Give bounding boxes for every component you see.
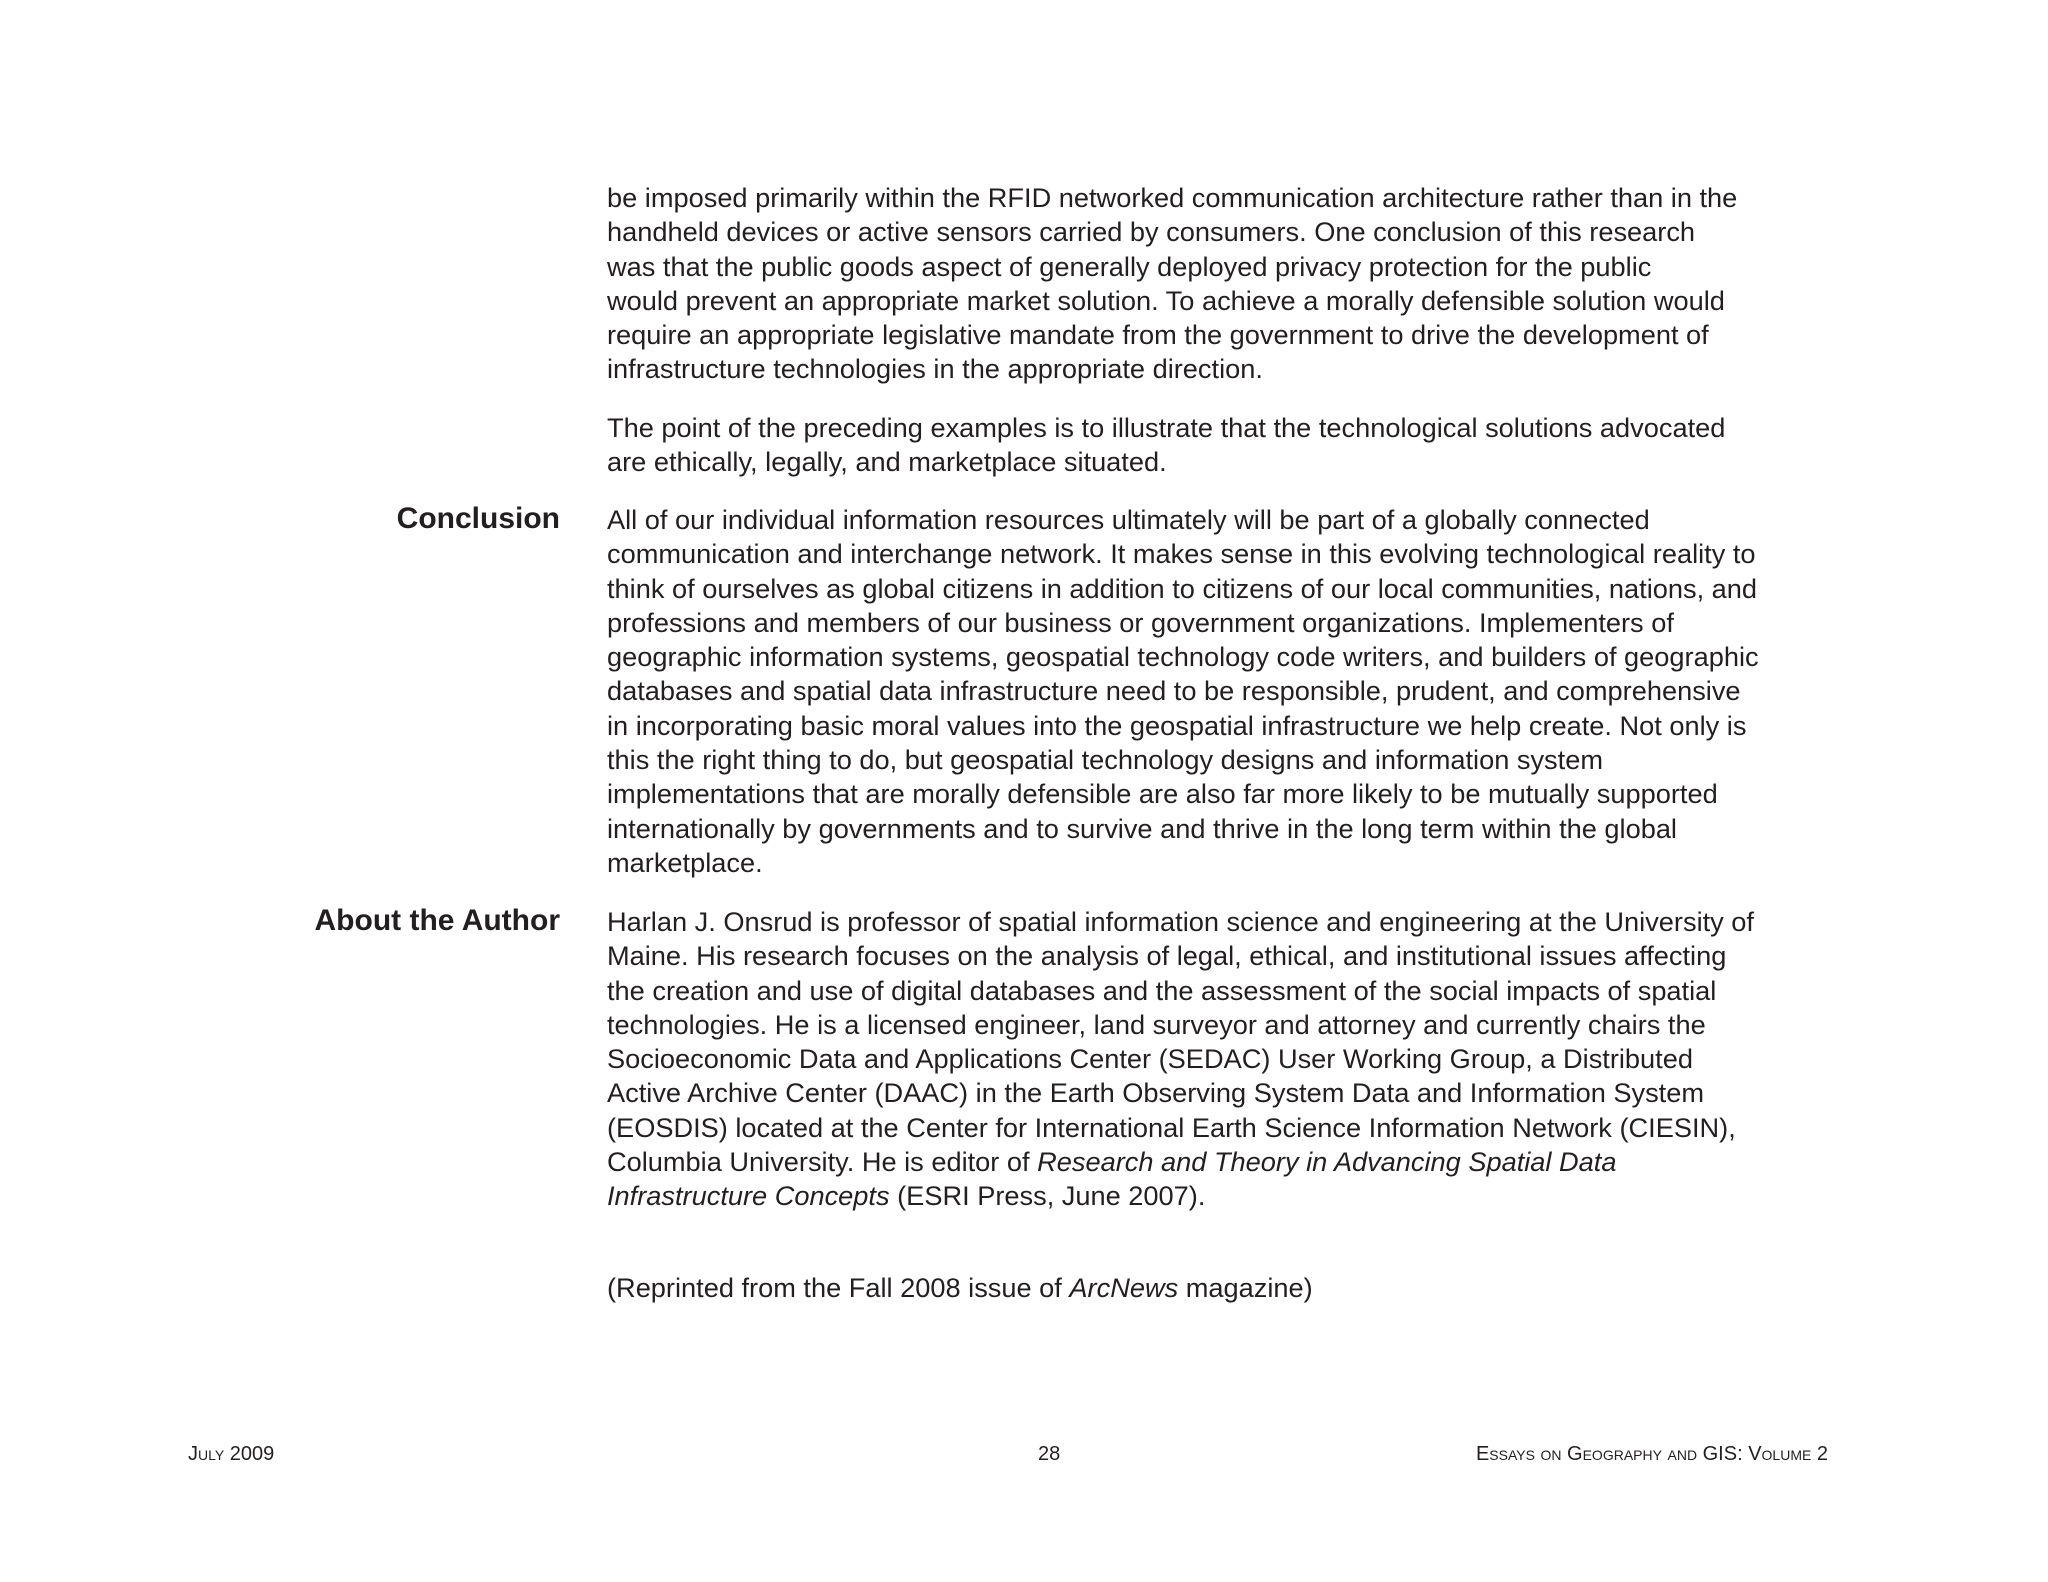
- text-run: (Reprinted from the Fall 2008 issue of: [607, 1272, 1070, 1303]
- author-paragraph: [607, 905, 1827, 1214]
- text-line: would prevent an appropriate market solution. To achieve a morally defensible solution would: [607, 284, 1725, 316]
- book-title-part-2: Infrastructure Concepts: [607, 1180, 890, 1212]
- text-line: Socioeconomic Data and Applications Center (SEDAC) User Working Group, a Distributed: [607, 1043, 1693, 1075]
- text-line: handheld devices or active sensors carried by consumers. One conclusion of this research: [607, 216, 1696, 248]
- text-line: technologies. He is a licensed engineer, land surveyor and attorney and currently chairs the: [607, 1008, 1706, 1040]
- footer-page-number: 28: [1038, 1443, 1061, 1465]
- footer-series-title: Essays on Geography and GIS: Volume 2: [1475, 1443, 1828, 1465]
- text-line: think of ourselves as global citizens in addition to citizens of our local communities, nations, and: [607, 572, 1758, 604]
- intro-paragraph-2: [607, 411, 1827, 480]
- text-line: this the right thing to do, but geospatial technology designs and information system: [607, 744, 1603, 776]
- book-title-part-1: Research and Theory in Advancing Spatial Data: [1037, 1146, 1617, 1178]
- text-line: [607, 1271, 1827, 1305]
- text-line: was that the public goods aspect of generally deployed privacy protection for the public: [607, 250, 1652, 282]
- text-line: implementations that are morally defensible are also far more likely to be mutually supported: [607, 778, 1718, 810]
- text-line: Maine. His research focuses on the analysis of legal, ethical, and institutional issues affecting: [607, 940, 1727, 972]
- text-line: in incorporating basic moral values into the geospatial infrastructure we help create. Not only is: [607, 709, 1747, 741]
- text-line: Harlan J. Onsrud is professor of spatial information science and engineering at the University of: [607, 906, 1754, 937]
- text-line: (EOSDIS) located at the Center for International Earth Science Information Network (CIESIN),: [607, 1111, 1736, 1143]
- text-line: are ethically, legally, and marketplace situated.: [607, 446, 1167, 478]
- about-author-heading: About the Author: [314, 904, 560, 937]
- text-line: require an appropriate legislative mandate from the government to drive the development of: [607, 319, 1709, 351]
- text-line: be imposed primarily within the RFID networked communication architecture rather than in the: [607, 182, 1738, 213]
- text-line: infrastructure technologies in the appropriate direction.: [607, 353, 1263, 385]
- magazine-title: ArcNews: [1069, 1272, 1179, 1303]
- text-run: Columbia University. He is editor of: [607, 1146, 1038, 1178]
- text-line: [607, 1145, 1827, 1179]
- text-line: internationally by governments and to survive and thrive in the long term within the global: [607, 812, 1677, 844]
- intro-paragraph-1: [607, 181, 1827, 387]
- text-line: The point of the preceding examples is to illustrate that the technological solutions advocated: [607, 412, 1726, 443]
- text-line: [607, 1179, 1827, 1213]
- reprint-note: [607, 1271, 1827, 1305]
- text-run: magazine): [1178, 1272, 1313, 1303]
- text-line: communication and interchange network. It makes sense in this evolving technological reality to: [607, 538, 1756, 570]
- text-line: databases and spatial data infrastructure need to be responsible, prudent, and comprehensive: [607, 675, 1741, 707]
- text-line: professions and members of our business or government organizations. Implementers of: [607, 606, 1674, 638]
- text-line: the creation and use of digital databases and the assessment of the social impacts of spatial: [607, 974, 1717, 1006]
- text-line: All of our individual information resources ultimately will be part of a globally connected: [607, 504, 1650, 535]
- text-line: geographic information systems, geospatial technology code writers, and builders of geographic: [607, 641, 1759, 673]
- conclusion-heading: Conclusion: [396, 502, 560, 535]
- text-line: marketplace.: [607, 846, 763, 878]
- conclusion-paragraph: [607, 503, 1827, 880]
- footer-date: July 2009: [188, 1443, 275, 1465]
- text-line: Active Archive Center (DAAC) in the Earth Observing System Data and Information System: [607, 1077, 1705, 1109]
- text-run: (ESRI Press, June 2007).: [889, 1180, 1206, 1212]
